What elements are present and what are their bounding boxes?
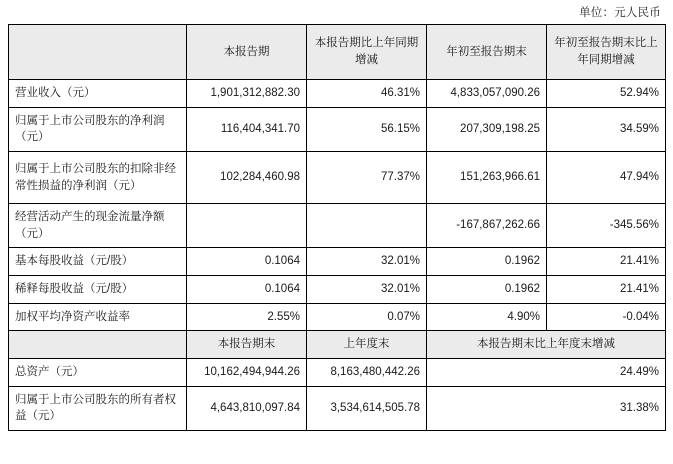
row-value: 0.1962 — [427, 276, 547, 304]
row-value: 52.94% — [547, 80, 666, 108]
row-label: 归属于上市公司股东的所有者权益（元） — [9, 386, 187, 430]
row-value: 2.55% — [187, 303, 307, 331]
row-value: 0.07% — [307, 303, 427, 331]
table-header-row — [9, 25, 666, 80]
row-value: 102,284,460.98 — [187, 152, 307, 204]
row-value: 32.01% — [307, 276, 427, 304]
row-value: -345.56% — [547, 204, 666, 248]
table-row — [9, 359, 666, 387]
second-header-cell-prior-year-end: 上年度末 — [307, 331, 427, 359]
second-header-cell-period-end: 本报告期末 — [187, 331, 307, 359]
row-value: 24.49% — [427, 359, 666, 387]
row-value: 21.41% — [547, 248, 666, 276]
row-value: 0.1962 — [427, 248, 547, 276]
header-cell-current-period-yoy: 本报告期比上年同期增减 — [307, 25, 427, 80]
row-value: 56.15% — [307, 107, 427, 151]
table-row — [9, 204, 666, 248]
table-row — [9, 80, 666, 108]
header-cell-blank — [9, 25, 187, 80]
row-label: 营业收入（元） — [9, 80, 187, 108]
financial-summary-table — [8, 24, 666, 431]
header-cell-ytd-yoy: 年初至报告期末比上年同期增减 — [547, 25, 666, 80]
unit-note: 单位：元人民币 — [579, 7, 661, 19]
row-value: 3,534,614,505.78 — [307, 386, 427, 430]
row-value: -0.04% — [547, 303, 666, 331]
row-value: -167,867,262.66 — [427, 204, 547, 248]
row-label: 稀释每股收益（元/股） — [9, 276, 187, 304]
row-value: 31.38% — [427, 386, 666, 430]
row-value: 207,309,198.25 — [427, 107, 547, 151]
row-label: 基本每股收益（元/股） — [9, 248, 187, 276]
row-label: 归属于上市公司股东的净利润（元） — [9, 107, 187, 151]
row-value: 77.37% — [307, 152, 427, 204]
table-row — [9, 152, 666, 204]
row-value: 151,263,966.61 — [427, 152, 547, 204]
row-label: 加权平均净资产收益率 — [9, 303, 187, 331]
table-row — [9, 303, 666, 331]
row-value: 46.31% — [307, 80, 427, 108]
header-cell-current-period: 本报告期 — [187, 25, 307, 80]
second-header-cell-blank — [9, 331, 187, 359]
row-value: 4,833,057,090.26 — [427, 80, 547, 108]
row-value — [187, 204, 307, 248]
table-row — [9, 276, 666, 304]
row-value: 0.1064 — [187, 276, 307, 304]
row-value: 32.01% — [307, 248, 427, 276]
table-row — [9, 107, 666, 151]
row-value: 116,404,341.70 — [187, 107, 307, 151]
row-value: 1,901,312,882.30 — [187, 80, 307, 108]
second-header-cell-change: 本报告期末比上年度末增减 — [427, 331, 666, 359]
row-value: 8,163,480,442.26 — [307, 359, 427, 387]
header-cell-ytd: 年初至报告期末 — [427, 25, 547, 80]
row-label: 总资产（元） — [9, 359, 187, 387]
row-label: 经营活动产生的现金流量净额（元） — [9, 204, 187, 248]
row-value: 21.41% — [547, 276, 666, 304]
row-value: 4,643,810,097.84 — [187, 386, 307, 430]
row-value — [307, 204, 427, 248]
table-row — [9, 386, 666, 430]
row-value: 0.1064 — [187, 248, 307, 276]
row-value: 47.94% — [547, 152, 666, 204]
row-value: 4.90% — [427, 303, 547, 331]
row-value: 34.59% — [547, 107, 666, 151]
row-label: 归属于上市公司股东的扣除非经常性损益的净利润（元） — [9, 152, 187, 204]
table-row — [9, 248, 666, 276]
table-second-header-row — [9, 331, 666, 359]
row-value: 10,162,494,944.26 — [187, 359, 307, 387]
